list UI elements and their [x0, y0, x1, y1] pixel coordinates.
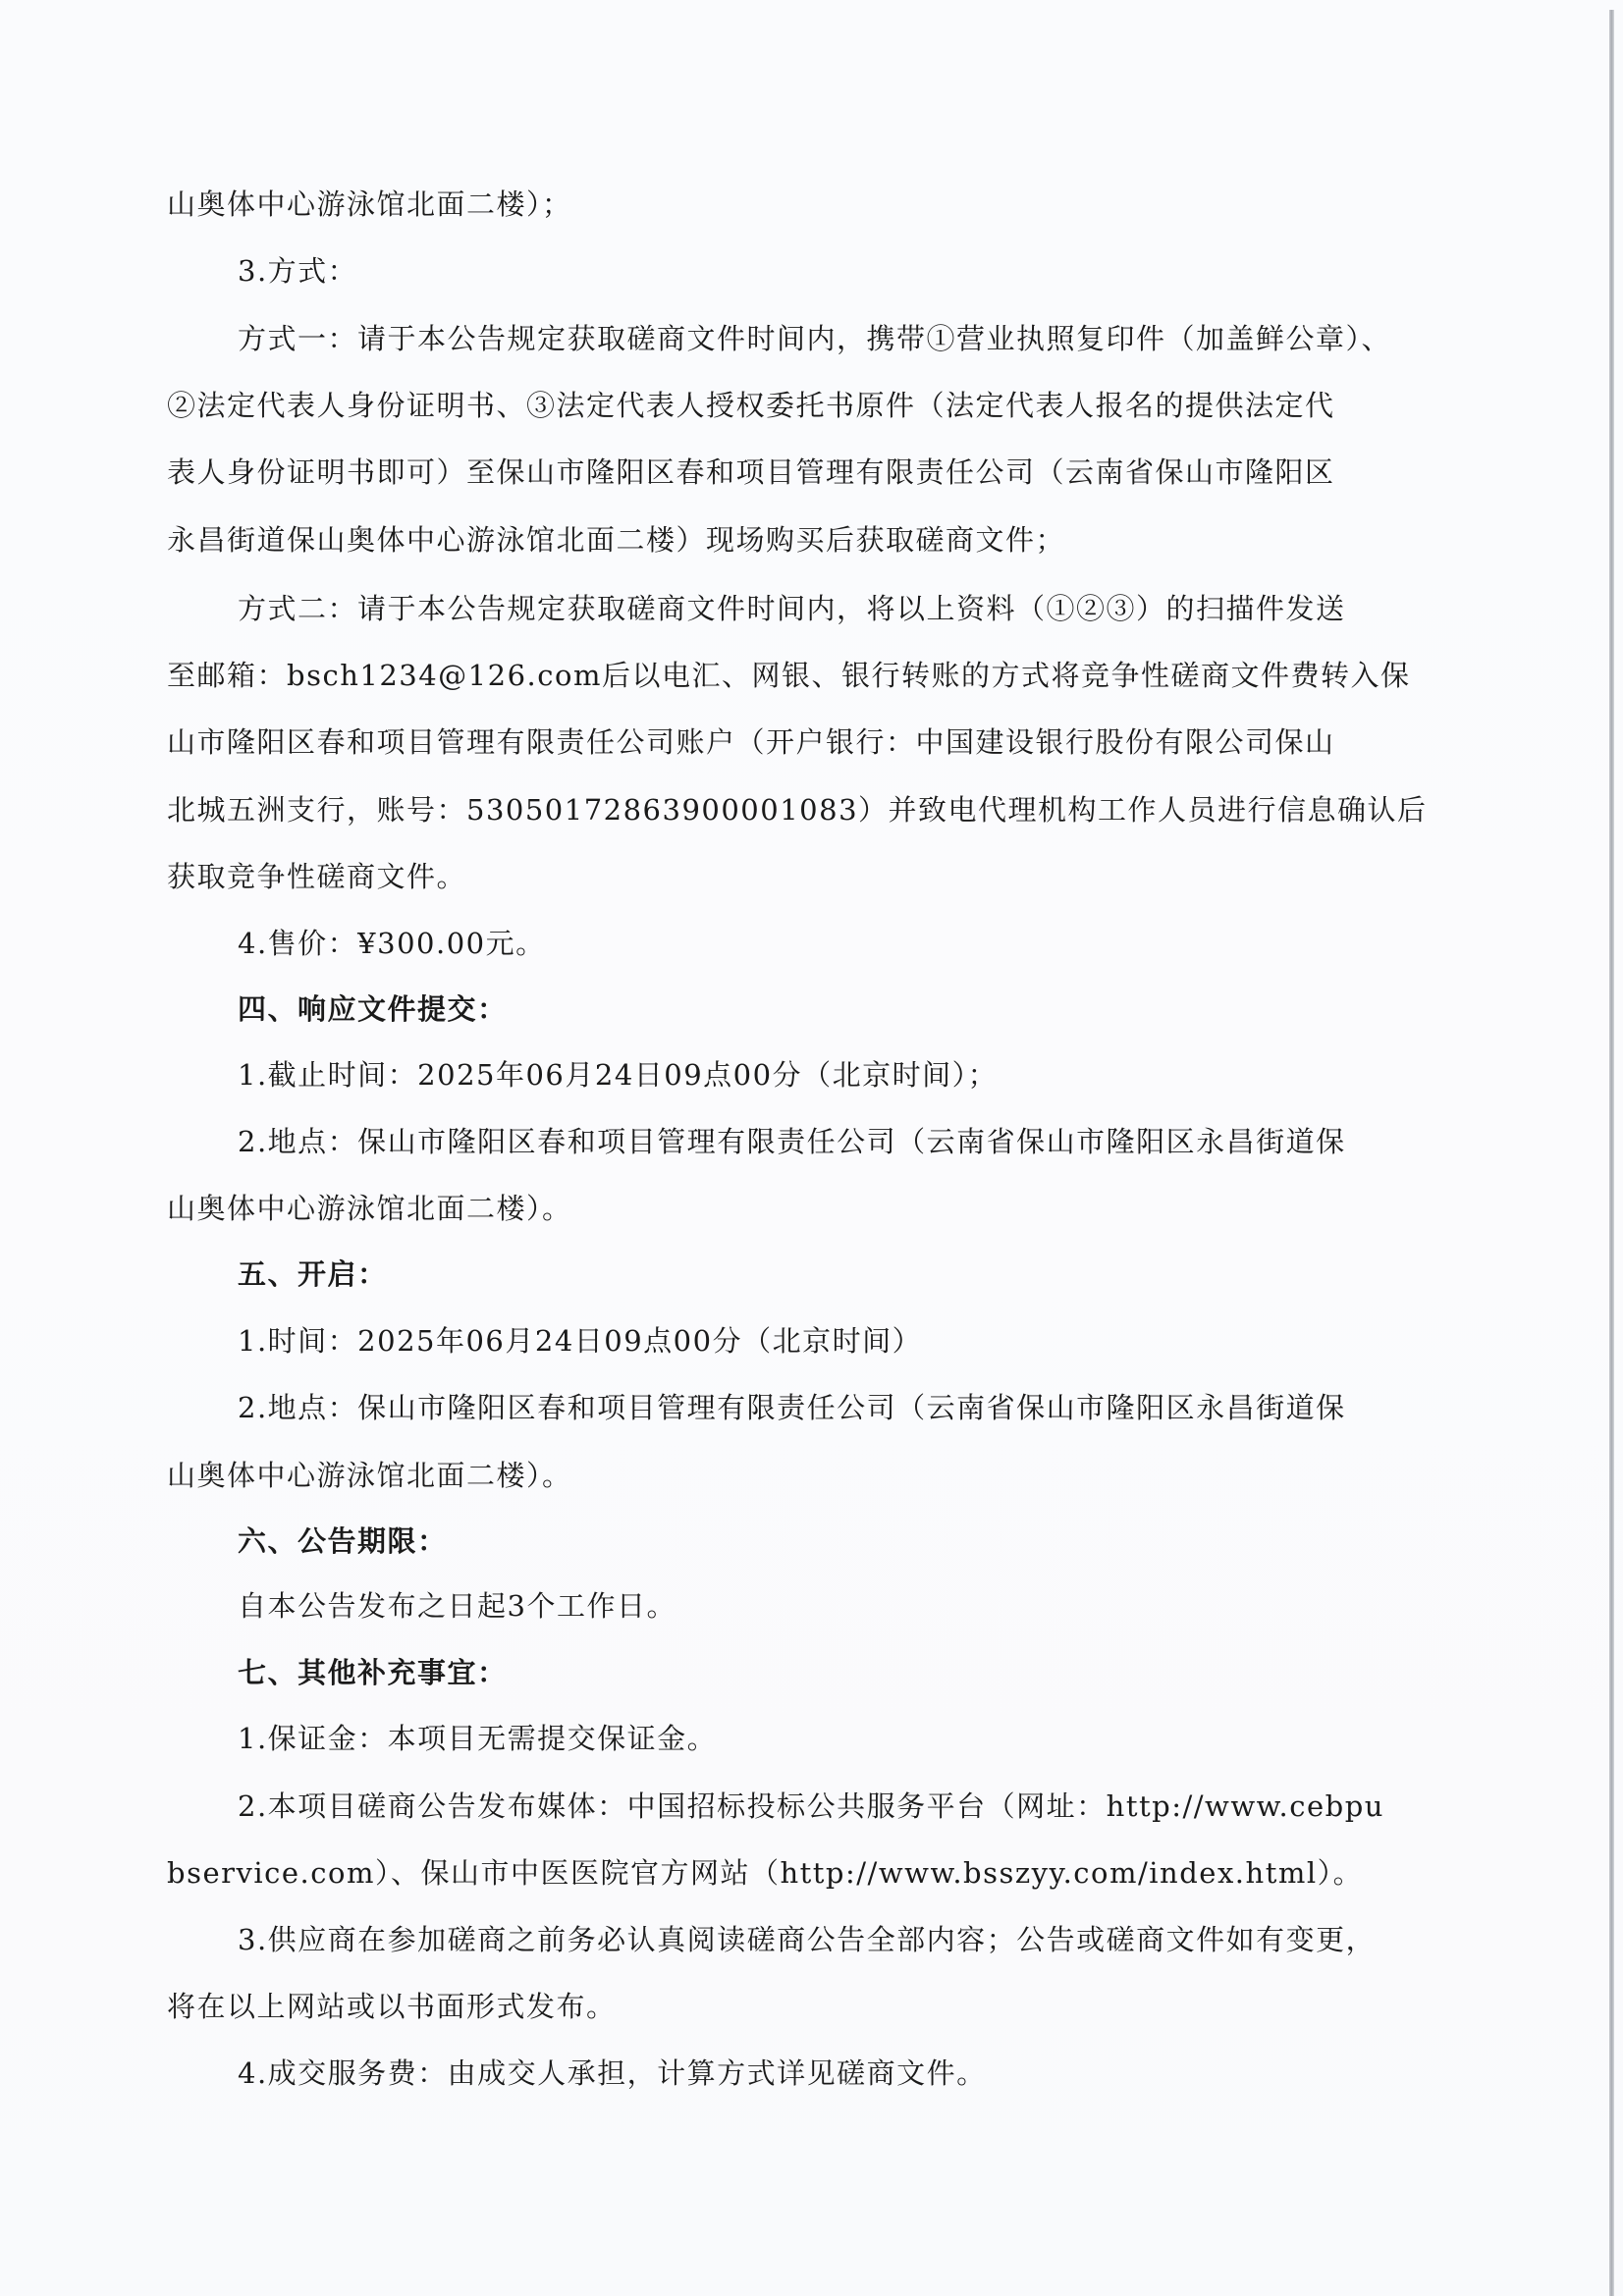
submission-deadline: 1.截止时间：2025年06月24日09点00分（北京时间）； — [238, 1058, 999, 1092]
text-line: 山奥体中心游泳馆北面二楼）； — [167, 187, 572, 221]
method-2-email-line: 至邮箱：bsch1234@126.com后以电汇、网银、银行转账的方式将竞争性磋商文件费转入保 — [167, 659, 1411, 692]
method-1-line: 方式一：请于本公告规定获取磋商文件时间内，携带①营业执照复印件（加盖鲜公章）、 — [238, 322, 1392, 355]
notice-period-text: 自本公告发布之日起3个工作日。 — [238, 1589, 676, 1623]
section-heading-submission: 四、响应文件提交： — [238, 992, 508, 1026]
other-item-notice-cont: 将在以上网站或以书面形式发布。 — [167, 1990, 617, 2023]
opening-location-cont: 山奥体中心游泳馆北面二楼）。 — [167, 1459, 572, 1492]
method-2-account-line: 北城五洲支行，账号：53050172863900001083）并致电代理机构工作人员进行信息确认后 — [167, 793, 1428, 827]
submission-location-cont: 山奥体中心游泳馆北面二楼）。 — [167, 1192, 572, 1225]
method-1-line: 表人身份证明书即可）至保山市隆阳区春和项目管理有限责任公司（云南省保山市隆阳区 — [167, 455, 1335, 489]
submission-location: 2.地点：保山市隆阳区春和项目管理有限责任公司（云南省保山市隆阳区永昌街道保 — [238, 1125, 1346, 1158]
other-item-media-cont: bservice.com）、保山市中医医院官方网站（http://www.bsszyy.com/index.html）。 — [167, 1856, 1364, 1890]
method-1-line: ②法定代表人身份证明书、③法定代表人授权委托书原件（法定代表人报名的提供法定代 — [167, 389, 1335, 422]
opening-location: 2.地点：保山市隆阳区春和项目管理有限责任公司（云南省保山市隆阳区永昌街道保 — [238, 1391, 1346, 1424]
method-label: 3.方式： — [238, 254, 358, 288]
other-item-deposit: 1.保证金：本项目无需提交保证金。 — [238, 1722, 718, 1755]
method-2-bank-line: 山市隆阳区春和项目管理有限责任公司账户（开户银行：中国建设银行股份有限公司保山 — [167, 725, 1335, 759]
method-2-line: 获取竞争性磋商文件。 — [167, 860, 467, 893]
other-item-notice: 3.供应商在参加磋商之前务必认真阅读磋商公告全部内容；公告或磋商文件如有变更， — [238, 1923, 1377, 1956]
other-item-service-fee: 4.成交服务费：由成交人承担，计算方式详见磋商文件。 — [238, 2056, 987, 2090]
other-item-media: 2.本项目磋商公告发布媒体：中国招标投标公共服务平台（网址：http://www.cebpu — [238, 1789, 1384, 1823]
method-1-line: 永昌街道保山奥体中心游泳馆北面二楼）现场购买后获取磋商文件； — [167, 523, 1066, 557]
section-heading-notice-period: 六、公告期限： — [238, 1524, 448, 1558]
opening-time: 1.时间：2025年06月24日09点00分（北京时间） — [238, 1324, 923, 1358]
method-2-line: 方式二：请于本公告规定获取磋商文件时间内，将以上资料（①②③）的扫描件发送 — [238, 592, 1346, 625]
section-heading-other: 七、其他补充事宜： — [238, 1656, 508, 1689]
scan-edge-line — [1609, 10, 1614, 2296]
section-heading-opening: 五、开启： — [238, 1257, 388, 1291]
price-line: 4.售价：¥300.00元。 — [238, 927, 546, 960]
